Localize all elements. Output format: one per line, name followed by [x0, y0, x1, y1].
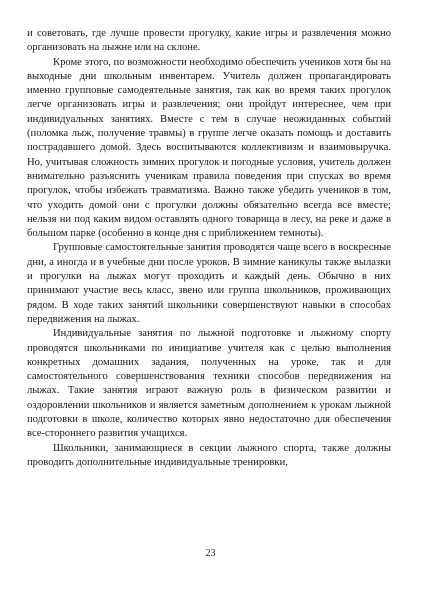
paragraph-individual-sessions: Индивидуальные занятия по лыжной подготовке и лыжному спорту проводятся школьниками по инициативе учителя как с целью выполнения конкретных домашних задания, полученных на уроке, так и для самостоятельного совершенствования техники способов передвижения на лыжах. Такие занятия играют важную роль в физическом развитии и оздоровлении школьников и является заметным дополнением к урокам лыжной подготовки в школе, количество которых явно недостаточно для обеспечения все-стороннего развития учащихся. — [27, 328, 391, 440]
page-number: 23 — [205, 548, 216, 559]
paragraph-ski-section-students: Школьники, занимающиеся в секции лыжного спорта, также должны проводить дополнительные индивидуальные тренировки, — [27, 442, 391, 468]
paragraph-equipment-and-group-activities: Кроме этого, по возможности необходимо обеспечить учеников хотя бы на выходные дни школьным инвентарем. Учитель должен пропагандировать именно групповые самодеятельные занятия, так как во время таких прогулок легче организовать игры и развлечения; они пройдут интереснее, чем при индивидуальных занятиях. Вместе с тем в случае неожиданных событий (поломка лыж, получение травмы) в группе легче оказать помощь и доставить пострадавшего домой. Здесь воспитываются коллективизм и взаимовыручка. Но, учитывая сложность зимних прогулок и погодные условия, учитель должен внимательно разъяснить ученикам правила поведения при спусках во время прогулок, чтобы избежать травматизма. Важно также убедить учеников в том, что уходить домой они с прогулки должны обязательно всегда все вместе; нельзя ни под каким видом оставлять одного товарища в лесу, на реке и даже в большом парке (особенно в конце дня с приближением темноты). — [27, 56, 391, 240]
paragraph-group-independent-sessions: Групповые самостоятельные занятия проводятся чаще всего в воскресные дни, а иногда и в учебные дни после уроков. В зимние каникулы также вылазки и прогулки на лыжах могут проходить и каждый день. Обычно в них принимают участие весь класс, звено или группа школьников, проживающих рядом. В ходе таких занятий школьники совершенствуют навыки в способах передвижения на лыжах. — [27, 242, 391, 325]
body-text — [27, 27, 391, 470]
paragraph-continuation: и советовать, где лучше провести прогулку, какие игры и развлечения можно организовать на лыжне или на склоне. — [27, 28, 391, 54]
